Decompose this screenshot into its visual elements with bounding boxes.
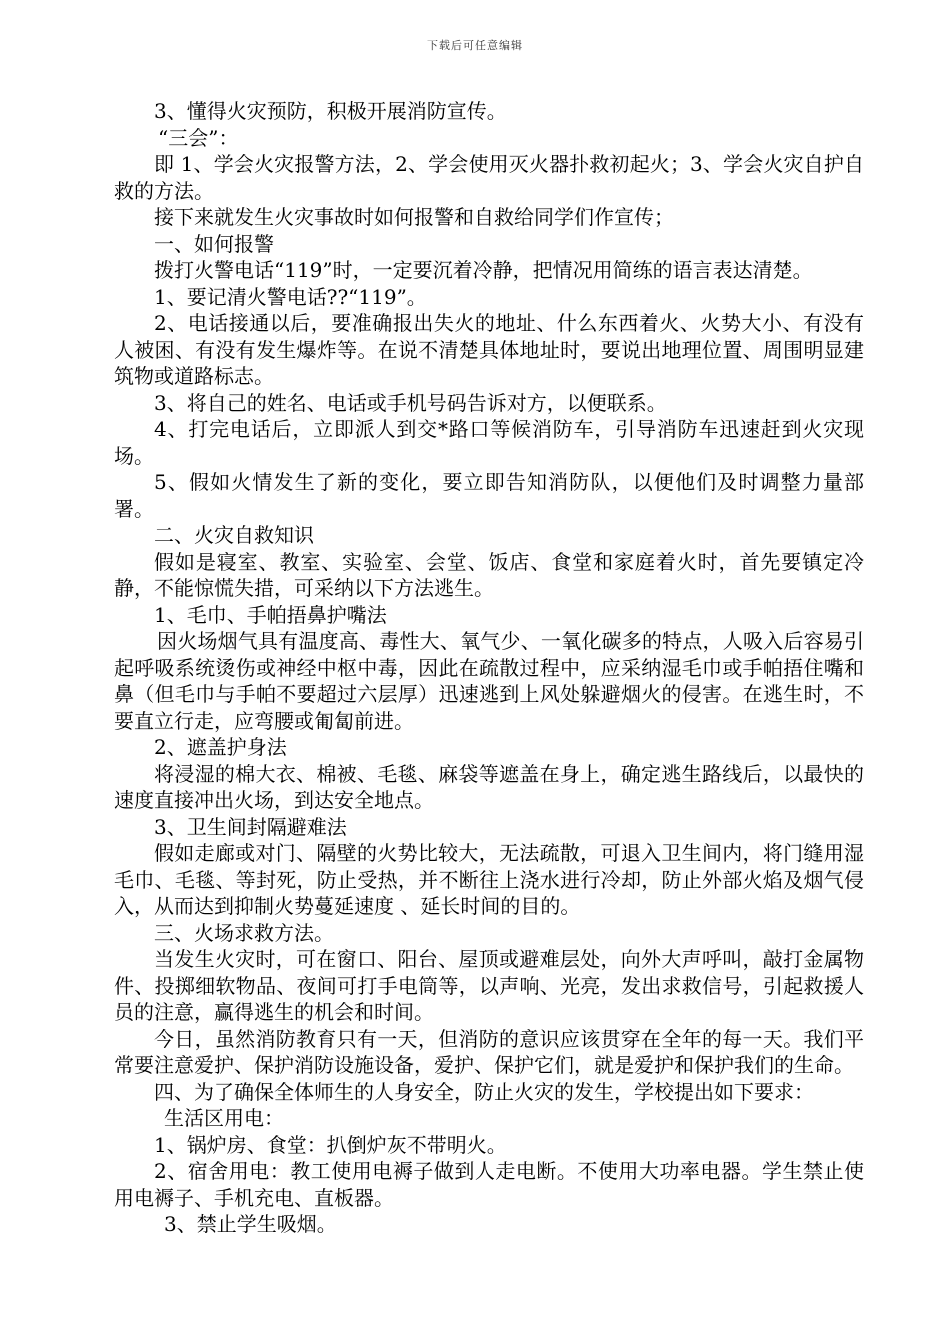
paragraph: 将浸湿的棉大衣、棉被、毛毯、麻袋等遮盖在身上，确定逃生路线后，以最快的速度直接冲出火场，到达安全地点。	[114, 761, 864, 812]
paragraph: 今日，虽然消防教育只有一天，但消防的意识应该贯穿在全年的每一天。我们平常要注意爱护、保护消防设施设备，爱护、保护它们，就是爱护和保护我们的生命。	[114, 1026, 864, 1077]
list-item: 3、禁止学生吸烟。	[164, 1212, 337, 1236]
page-header: 下载后可任意编辑	[427, 39, 523, 52]
paragraph: 即 1、学会火灾报警方法，2、学会使用灭火器扑救初起火；3、学会火灾自护自救的方法。	[114, 152, 864, 203]
list-item: 1、锅炉房、食堂：扒倒炉灰不带明火。	[154, 1132, 507, 1157]
paragraph: 3、将自己的姓名、电话或手机号码告诉对方，以便联系。	[154, 390, 667, 415]
paragraph: “三会”：	[158, 125, 239, 150]
section-heading: 一、如何报警	[154, 231, 274, 256]
section-heading: 四、为了确保全体师生的人身安全，防止火灾的发生，学校提出如下要求：	[154, 1079, 814, 1104]
paragraph: 3、懂得火灾预防，积极开展消防宣传。	[154, 99, 507, 123]
paragraph: 5、假如火情发生了新的变化，要立即告知消防队，以便他们及时调整力量部署。	[114, 470, 864, 521]
paragraph: 当发生火灾时，可在窗口、阳台、屋顶或避难层处，向外大声呼叫，敲打金属物件、投掷细软物品、夜间可打手电筒等，以声响、光亮，发出求救信号，引起救援人员的注意，赢得逃生的机会和时间。	[114, 947, 864, 1024]
paragraph: 假如走廊或对门、隔壁的火势比较大，无法疏散，可退入卫生间内，将门缝用湿毛巾、毛毯、等封死，防止受热，并不断往上浇水进行冷却，防止外部火焰及烟气侵入，从而达到抑制火势蔓延速度 、延长时间的目的。	[114, 841, 864, 918]
paragraph: 4、打完电话后，立即派人到交*路口等候消防车，引导消防车迅速赶到火灾现场。	[114, 417, 864, 468]
subsection-heading: 1、毛巾、手帕捂鼻护嘴法	[154, 602, 387, 627]
paragraph: 假如是寝室、教室、实验室、会堂、饭店、食堂和家庭着火时，首先要镇定冷静，不能惊慌失措，可采纳以下方法逃生。	[114, 549, 864, 600]
paragraph: 2、电话接通以后，要准确报出失火的地址、什么东西着火、火势大小、有没有人被困、有没有发生爆炸等。在说不清楚具体地址时，要说出地理位置、周围明显建筑物或道路标志。	[114, 311, 864, 388]
paragraph: 拨打火警电话“119”时，一定要沉着冷静，把情况用简练的语言表达清楚。	[154, 258, 813, 282]
section-heading: 二、火灾自救知识	[154, 523, 314, 547]
paragraph: 接下来就发生火灾事故时如何报警和自救给同学们作宣传；	[154, 205, 674, 229]
section-heading: 三、火场求救方法。	[154, 920, 334, 945]
paragraph: 1、要记清火警电话??“119”。	[154, 284, 427, 309]
subsection-heading: 3、卫生间封隔避难法	[154, 814, 347, 839]
subsection-heading: 生活区用电：	[164, 1106, 284, 1130]
subsection-heading: 2、遮盖护身法	[154, 735, 287, 759]
paragraph: 因火场烟气具有温度高、毒性大、氧气少、一氧化碳多的特点，人吸入后容易引起呼吸系统烫伤或神经中枢中毒，因此在疏散过程中，应采纳湿毛巾或手帕捂住嘴和鼻（但毛巾与手帕不要超过六层厚）迅速逃到上风处躲避烟火的侵害。在逃生时，不要直立行走，应弯腰或匍匐前进。	[114, 629, 864, 733]
list-item: 2、宿舍用电：教工使用电褥子做到人走电断。不使用大功率电器。学生禁止使用电褥子、手机充电、直板器。	[114, 1159, 864, 1210]
document-body	[114, 98, 864, 1238]
